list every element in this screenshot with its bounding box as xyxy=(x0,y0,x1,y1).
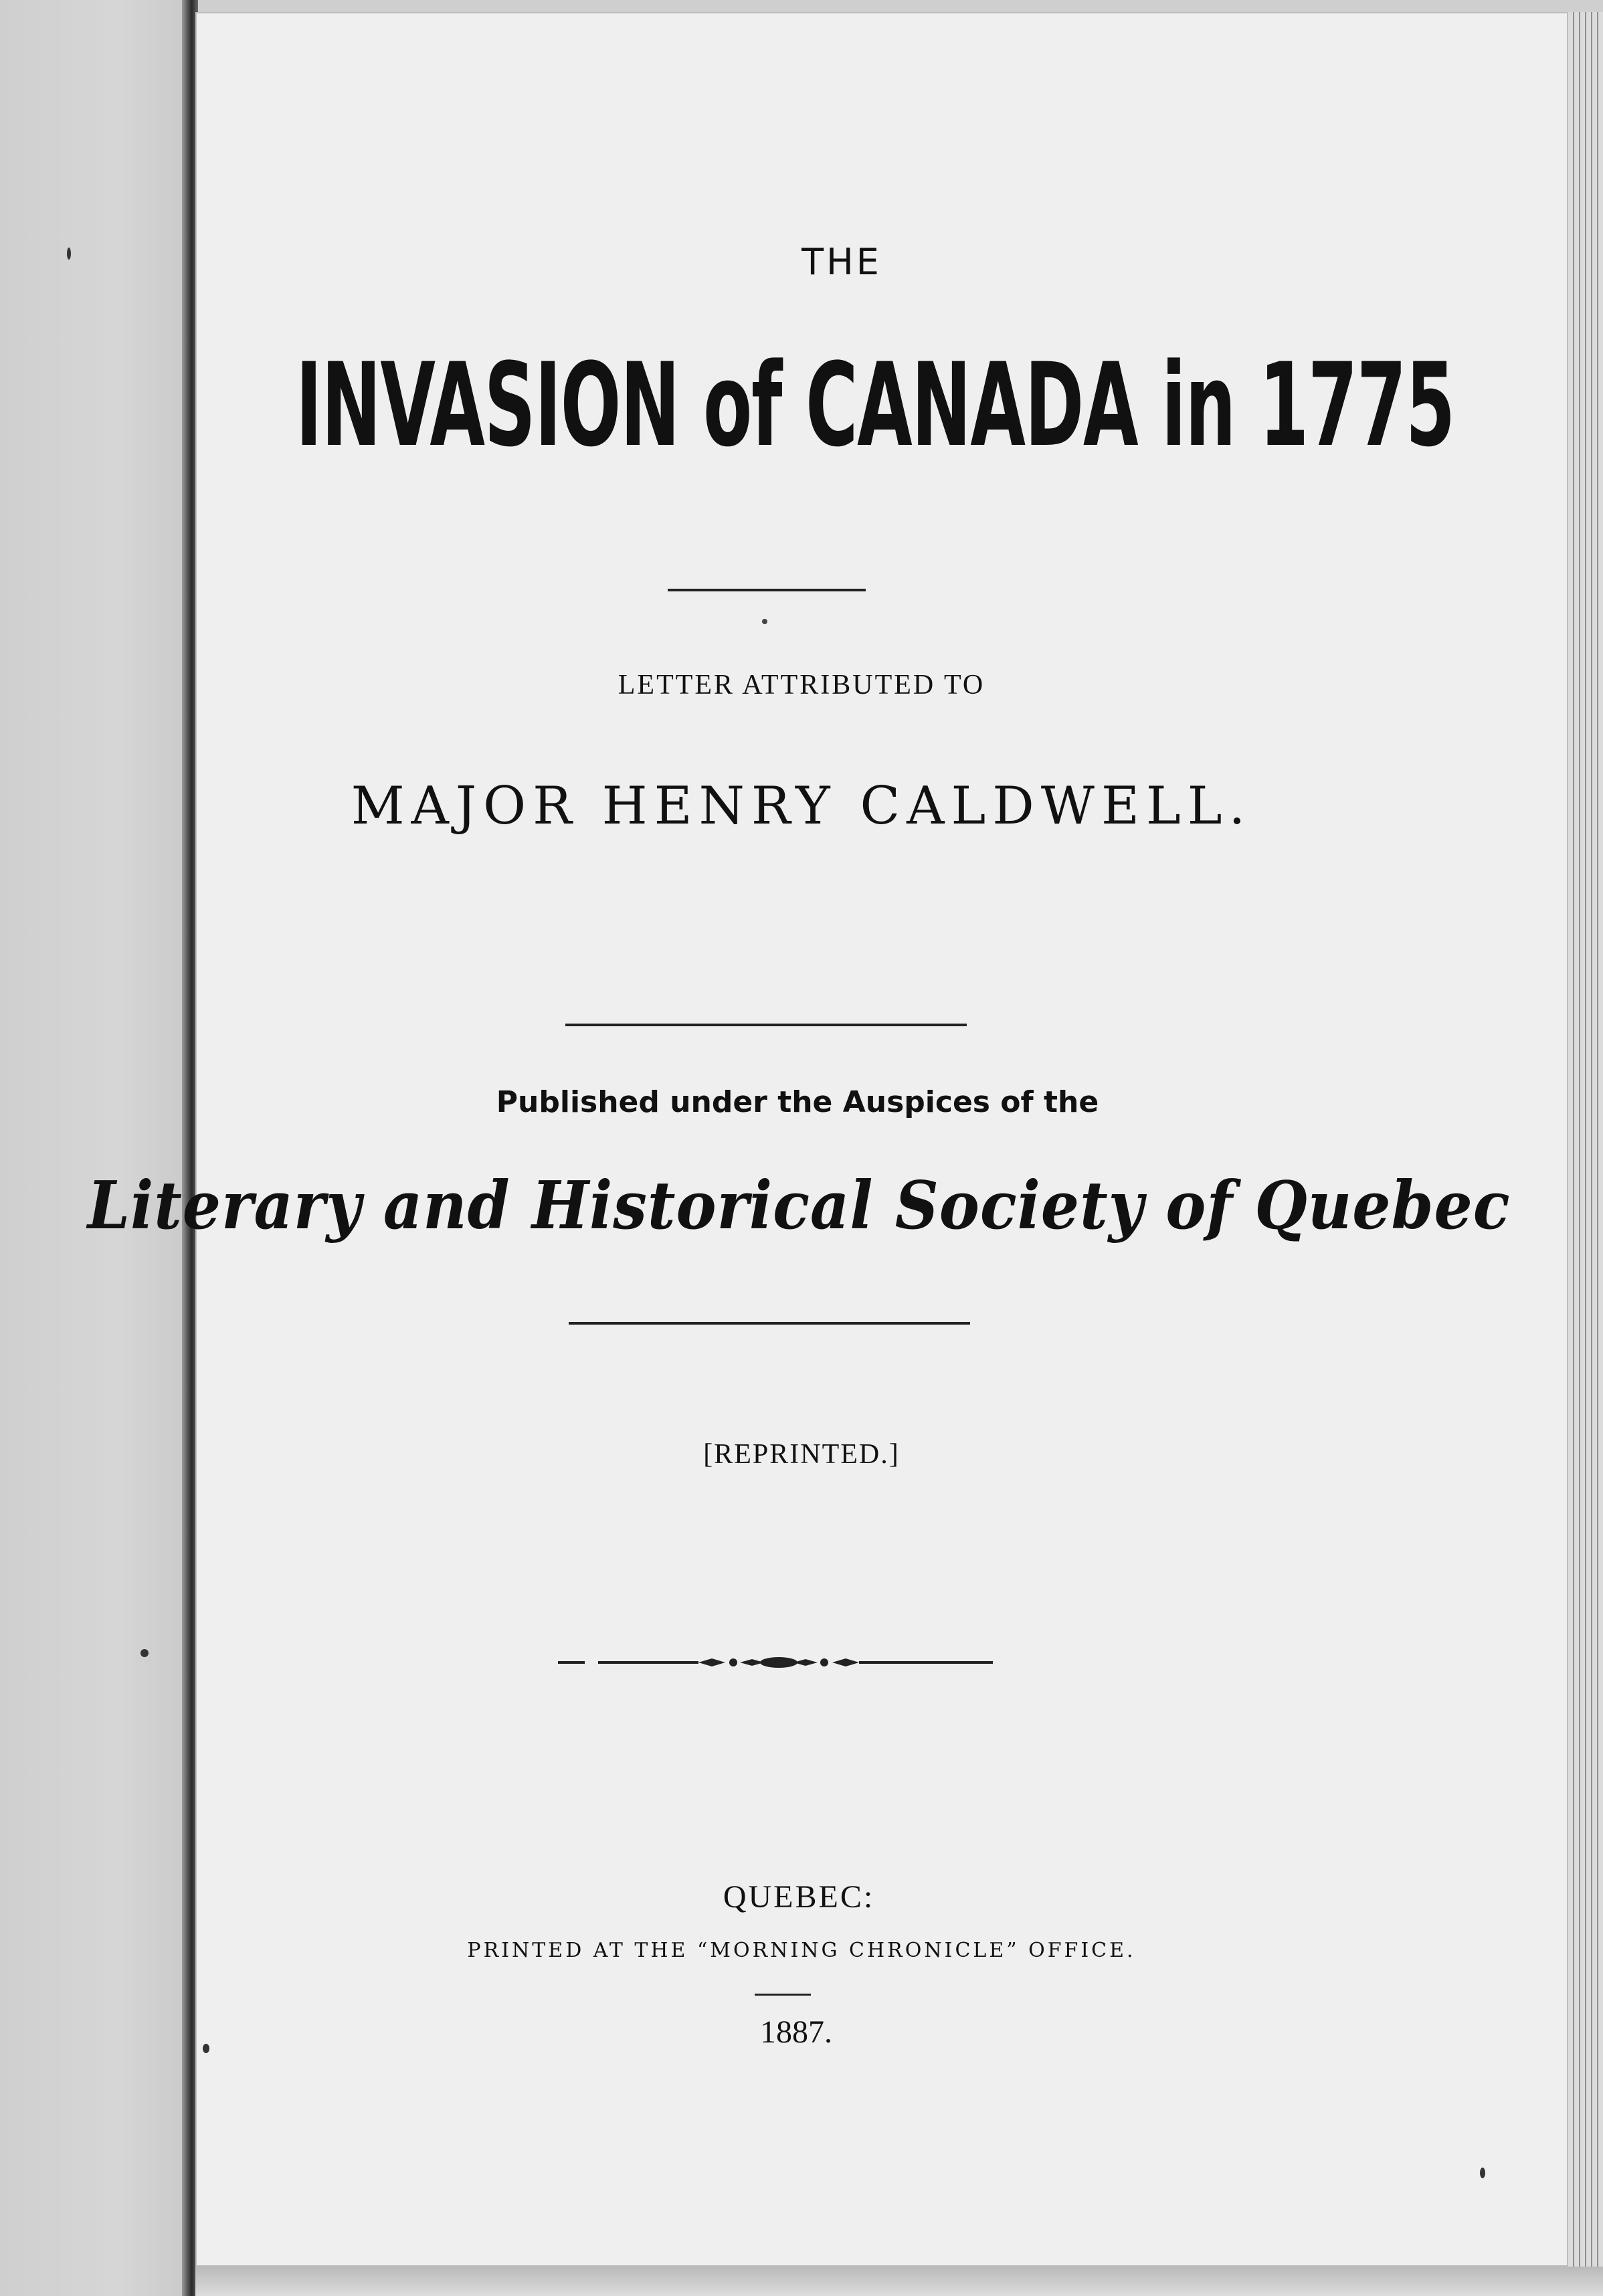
auspices-line: Published under the Auspices of the xyxy=(496,1085,1099,1119)
ink-speck xyxy=(1480,2168,1485,2178)
attribution-line: LETTER ATTRIBUTED TO xyxy=(618,670,985,700)
imprint-printer: PRINTED AT THE “MORNING CHRONICLE” OFFICE. xyxy=(467,1939,1136,1962)
edition-note: [REPRINTED.] xyxy=(703,1439,900,1470)
imprint-city: QUEBEC: xyxy=(723,1879,875,1915)
rule-after-society xyxy=(569,1322,970,1325)
ink-speck xyxy=(203,2044,209,2053)
author-name: MAJOR HENRY CALDWELL. xyxy=(351,776,1252,836)
bottom-edge xyxy=(195,2267,1603,2296)
ink-speck xyxy=(67,248,71,260)
rule-after-title xyxy=(668,589,866,591)
ink-speck xyxy=(140,1649,149,1657)
main-title: INVASION of CANADA in 1775 xyxy=(295,338,1454,472)
rule-after-author xyxy=(565,1024,967,1026)
imprint-year: 1887. xyxy=(760,2014,832,2050)
rule-before-year xyxy=(755,1994,811,1996)
ornamental-rule xyxy=(558,1652,993,1672)
society-name: Literary and Historical Society of Quebec xyxy=(87,1167,1511,1244)
ink-speck xyxy=(762,619,767,624)
title-article: THE xyxy=(802,241,882,283)
